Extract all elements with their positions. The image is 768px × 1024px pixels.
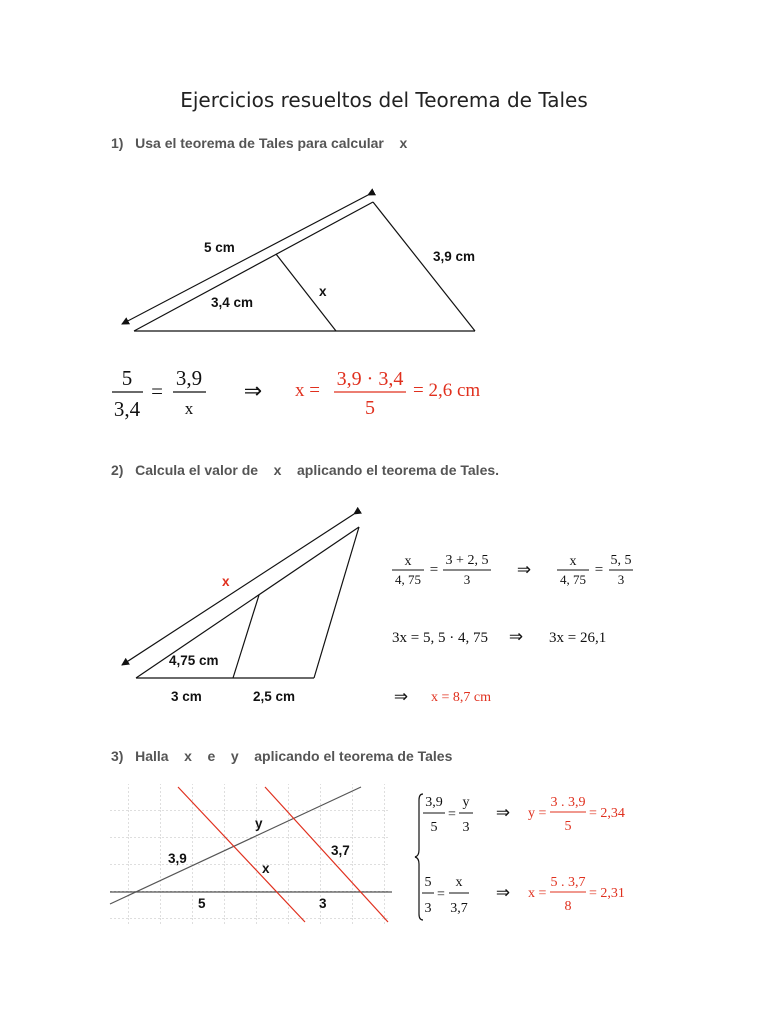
f2-f4-num: 5, 5 (610, 553, 632, 568)
f3-eq-2: = (437, 887, 445, 902)
exercise-2-statement-b: aplicando el teorema de Tales. (297, 462, 500, 478)
exercise-3-conj: e (207, 748, 216, 764)
exercise-3-var-x: x (184, 748, 192, 764)
exercise-3-number: 3) (111, 748, 124, 764)
formula-3 (415, 794, 625, 920)
f2-f1-num: x (404, 554, 412, 569)
f2-eq-2: = (594, 562, 604, 578)
f2-f1-den: 4, 75 (395, 572, 421, 587)
f2-result: x = 8,7 cm (431, 690, 491, 705)
fig3-label-3: 3 (319, 896, 327, 911)
f2-f3-den: 4, 75 (560, 572, 586, 587)
fig1-label-34cm: 3,4 cm (211, 295, 254, 310)
f3-r1-lhs: y = (528, 806, 547, 821)
f3-r1-num: 3 . 3,9 (550, 795, 586, 810)
f2-implies-2: ⇒ (508, 627, 524, 646)
exercise-3-statement-a: Halla (135, 748, 169, 764)
fig3-label-x: x (262, 861, 270, 876)
f3-s2-num: y (462, 795, 470, 810)
fig2-label-475cm: 4,75 cm (169, 653, 219, 668)
f3-r2-num: 5 . 3,7 (550, 875, 586, 890)
f3-eq-1: = (448, 807, 456, 822)
f3-r1-den: 5 (564, 819, 572, 834)
f3-s3-den: 3 (424, 901, 432, 916)
exercise-1-variable: x (399, 135, 408, 151)
f3-s2-den: 3 (462, 820, 470, 835)
f2-line2-a: 3x = 5, 5 · 4, 75 (392, 630, 488, 646)
exercise-2-number: 2) (111, 462, 124, 478)
exercise-1-number: 1) (111, 135, 124, 151)
f3-s4-num: x (455, 875, 463, 890)
formula-2 (392, 553, 633, 706)
f3-r2-lhs: x = (528, 886, 547, 901)
f2-f2-den: 3 (463, 572, 471, 587)
system-brace (415, 794, 423, 920)
figure-1 (122, 195, 475, 331)
fig3-label-37: 3,7 (331, 843, 350, 858)
f1-result-lhs: x = (295, 380, 320, 401)
f1-frac2-den: x (184, 399, 194, 418)
page-title: Ejercicios resueltos del Teorema de Tales (180, 88, 588, 112)
f2-eq-1: = (429, 562, 439, 578)
fig3-label-y: y (255, 816, 263, 831)
f3-s1-den: 5 (430, 820, 438, 835)
exercise-1-statement: Usa el teorema de Tales para calcular (135, 135, 384, 151)
f2-line2-b: 3x = 26,1 (549, 630, 607, 646)
f2-implies-3: ⇒ (393, 687, 409, 706)
fig1-label-5cm: 5 cm (204, 240, 235, 255)
f1-equals: = (151, 379, 163, 403)
f3-r2-den: 8 (564, 899, 572, 914)
f3-r2-rhs: = 2,31 (589, 886, 625, 901)
exercise-2-variable: x (273, 462, 282, 478)
f1-result-rhs: = 2,6 cm (413, 380, 481, 401)
f3-s4-den: 3,7 (450, 901, 468, 916)
f3-s1-num: 3,9 (425, 795, 443, 810)
fig2-label-x: x (222, 574, 230, 589)
f1-implies: ⇒ (243, 378, 263, 403)
fig3-label-39: 3,9 (168, 851, 187, 866)
fig3-label-5: 5 (198, 896, 206, 911)
exercise-3-statement-b: aplicando el teorema de Tales (254, 748, 453, 764)
f1-frac1-den: 3,4 (113, 397, 141, 421)
f3-implies-1: ⇒ (495, 803, 511, 822)
exercise-3-var-y: y (230, 748, 239, 764)
fig1-label-39cm: 3,9 cm (433, 249, 476, 264)
fig2-label-25cm: 2,5 cm (253, 689, 296, 704)
f2-f4-den: 3 (617, 572, 625, 587)
fig1-label-x: x (319, 284, 327, 299)
f2-f3-num: x (569, 554, 577, 569)
f3-implies-2: ⇒ (495, 883, 511, 902)
f2-implies-1: ⇒ (516, 560, 532, 579)
figure-3 (110, 784, 392, 924)
f1-result-den: 5 (365, 397, 375, 419)
fig2-label-3cm: 3 cm (171, 689, 202, 704)
f3-s3-num: 5 (424, 875, 432, 890)
formula-1 (112, 366, 480, 421)
exercise-2-statement-a: Calcula el valor de (135, 462, 259, 478)
f2-f2-num: 3 + 2, 5 (445, 553, 489, 568)
f1-frac1-num: 5 (121, 366, 133, 390)
f1-frac2-num: 3,9 (175, 366, 203, 390)
f3-r1-rhs: = 2,34 (589, 806, 625, 821)
figure-2 (122, 514, 359, 704)
f1-result-num: 3,9 · 3,4 (336, 368, 404, 390)
